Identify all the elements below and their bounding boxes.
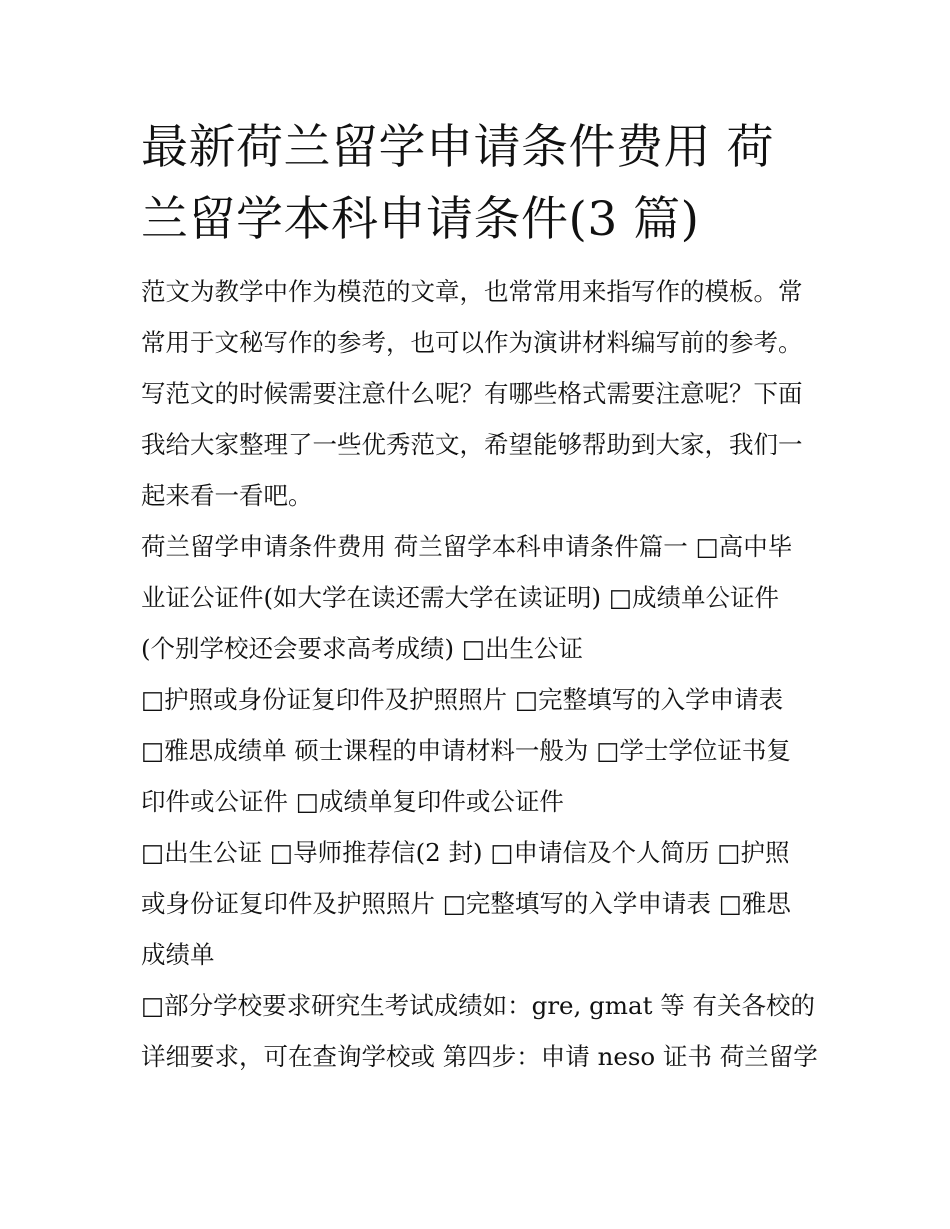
- body-line: 印件或公证件 □成绩单复印件或公证件: [141, 787, 564, 816]
- intro-line: 范文为教学中作为模范的文章，也常常用来指写作的模板。常: [141, 277, 803, 306]
- intro-line: 起来看一看吧。: [141, 481, 313, 510]
- body-line: □部分学校要求研究生考试成绩如：gre, gmat 等 有关各校的: [141, 991, 816, 1020]
- document-page: [141, 112, 818, 1082]
- body-line: □护照或身份证复印件及护照照片 □完整填写的入学申请表: [141, 685, 784, 714]
- body-line: □雅思成绩单 硕士课程的申请材料一般为 □学士学位证书复: [141, 736, 791, 765]
- intro-line: 常用于文秘写作的参考，也可以作为演讲材料编写前的参考。: [141, 328, 803, 357]
- title-line-1: 最新荷兰留学申请条件费用 荷: [141, 120, 774, 175]
- body-paragraph-2: [141, 674, 813, 827]
- body-paragraph-4: [141, 980, 818, 1082]
- intro-line: 写范文的时候需要注意什么呢？有哪些格式需要注意呢？下面: [141, 379, 803, 408]
- body-line: 成绩单: [141, 940, 215, 969]
- body-line: (个别学校还会要求高考成绩) □出生公证: [141, 634, 584, 663]
- intro-paragraph: [141, 266, 813, 521]
- body-paragraph-3: [141, 827, 813, 980]
- intro-line: 我给大家整理了一些优秀范文，希望能够帮助到大家，我们一: [141, 430, 803, 459]
- body-line: □出生公证 □导师推荐信(2 封) □申请信及个人简历 □护照: [141, 838, 790, 867]
- body-paragraph-1: [141, 521, 813, 674]
- body-line: 或身份证复印件及护照照片 □完整填写的入学申请表 □雅思: [141, 889, 791, 918]
- body-line: 业证公证件(如大学在读还需大学在读证明) □成绩单公证件: [141, 583, 780, 612]
- title-line-2: 兰留学本科申请条件(3 篇): [141, 192, 700, 247]
- body-line: 详细要求，可在查询学校或 第四步：申请 neso 证书 荷兰留学: [141, 1042, 818, 1071]
- document-title: [141, 112, 813, 256]
- body-line: 荷兰留学申请条件费用 荷兰留学本科申请条件篇一 □高中毕: [141, 532, 793, 561]
